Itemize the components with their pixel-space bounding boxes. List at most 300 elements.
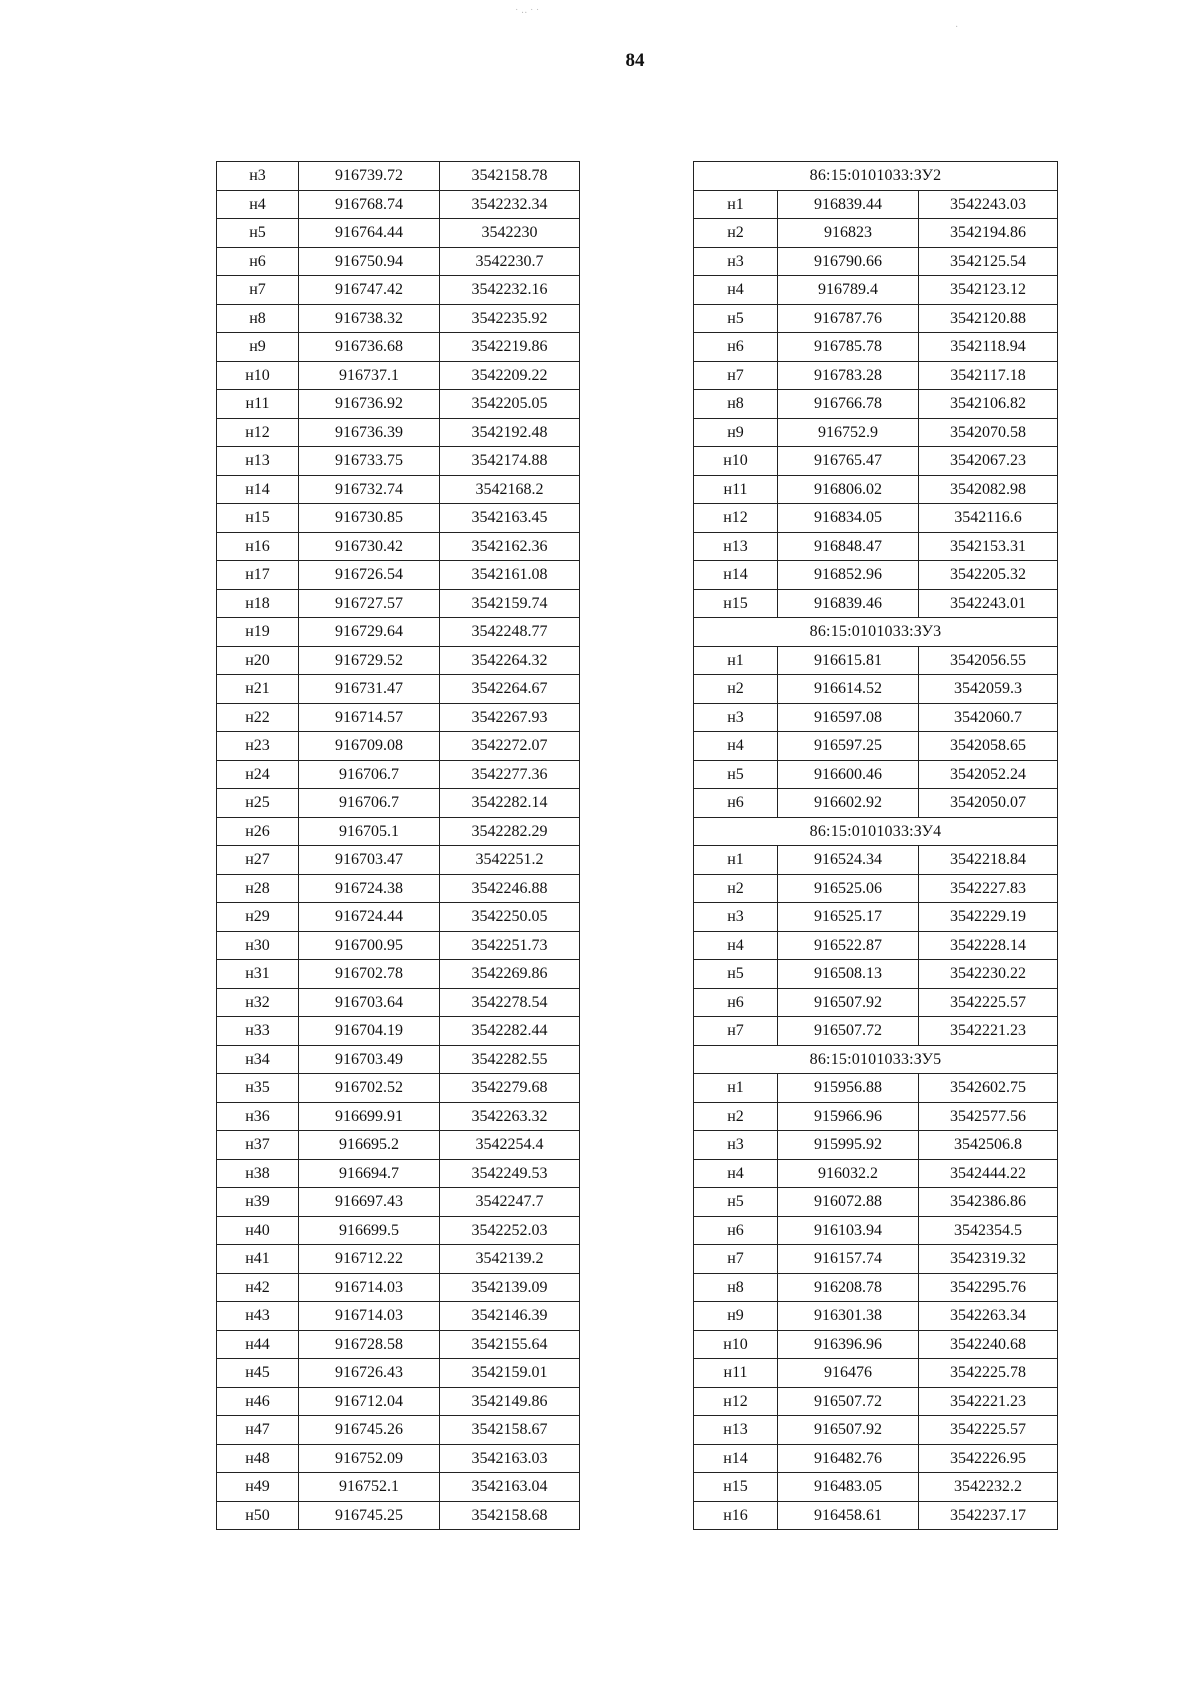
point-id-cell: н15 — [217, 504, 299, 533]
y-coordinate-cell: 3542243.03 — [919, 190, 1058, 219]
table-row — [694, 1359, 1058, 1388]
x-coordinate-cell: 916785.78 — [778, 333, 919, 362]
table-row — [217, 760, 580, 789]
x-coordinate-cell: 916706.7 — [299, 760, 440, 789]
table-row — [217, 1131, 580, 1160]
x-coordinate-cell: 916703.64 — [299, 988, 440, 1017]
x-coordinate-cell: 916738.32 — [299, 304, 440, 333]
x-coordinate-cell: 916839.46 — [778, 589, 919, 618]
x-coordinate-cell: 916615.81 — [778, 646, 919, 675]
x-coordinate-cell: 916737.1 — [299, 361, 440, 390]
y-coordinate-cell: 3542246.88 — [440, 874, 580, 903]
point-id-cell: н2 — [694, 219, 778, 248]
point-id-cell: н40 — [217, 1216, 299, 1245]
x-coordinate-cell: 916739.72 — [299, 162, 440, 191]
x-coordinate-cell: 916727.57 — [299, 589, 440, 618]
x-coordinate-cell: 915995.92 — [778, 1131, 919, 1160]
y-coordinate-cell: 3542106.82 — [919, 390, 1058, 419]
table-row — [217, 1159, 580, 1188]
table-row — [217, 903, 580, 932]
table-row — [694, 532, 1058, 561]
y-coordinate-cell: 3542249.53 — [440, 1159, 580, 1188]
y-coordinate-cell: 3542272.07 — [440, 732, 580, 761]
y-coordinate-cell: 3542269.86 — [440, 960, 580, 989]
y-coordinate-cell: 3542158.68 — [440, 1501, 580, 1530]
point-id-cell: н5 — [694, 960, 778, 989]
y-coordinate-cell: 3542252.03 — [440, 1216, 580, 1245]
y-coordinate-cell: 3542235.92 — [440, 304, 580, 333]
point-id-cell: н4 — [694, 931, 778, 960]
point-id-cell: н14 — [694, 561, 778, 590]
point-id-cell: н47 — [217, 1416, 299, 1445]
y-coordinate-cell: 3542082.98 — [919, 475, 1058, 504]
point-id-cell: н45 — [217, 1359, 299, 1388]
x-coordinate-cell: 916712.22 — [299, 1245, 440, 1274]
point-id-cell: н1 — [694, 646, 778, 675]
scan-artifact: ˙ ·· ˙ ˙ — [515, 8, 540, 19]
scan-artifact: · — [955, 22, 959, 33]
y-coordinate-cell: 3542221.23 — [919, 1017, 1058, 1046]
group-header-row — [694, 1045, 1058, 1074]
y-coordinate-cell: 3542602.75 — [919, 1074, 1058, 1103]
point-id-cell: н5 — [694, 760, 778, 789]
point-id-cell: н48 — [217, 1444, 299, 1473]
table-row — [694, 304, 1058, 333]
x-coordinate-cell: 916032.2 — [778, 1159, 919, 1188]
x-coordinate-cell: 916732.74 — [299, 475, 440, 504]
y-coordinate-cell: 3542254.4 — [440, 1131, 580, 1160]
x-coordinate-cell: 916508.13 — [778, 960, 919, 989]
point-id-cell: н3 — [694, 903, 778, 932]
x-coordinate-cell: 916525.17 — [778, 903, 919, 932]
y-coordinate-cell: 3542228.14 — [919, 931, 1058, 960]
x-coordinate-cell: 916600.46 — [778, 760, 919, 789]
y-coordinate-cell: 3542146.39 — [440, 1302, 580, 1331]
cadastral-number-header: 86:15:0101033:ЗУ5 — [694, 1045, 1058, 1074]
point-id-cell: н10 — [217, 361, 299, 390]
table-row — [217, 304, 580, 333]
table-row — [694, 703, 1058, 732]
x-coordinate-cell: 916736.92 — [299, 390, 440, 419]
point-id-cell: н49 — [217, 1473, 299, 1502]
y-coordinate-cell: 3542264.67 — [440, 675, 580, 704]
x-coordinate-cell: 916834.05 — [778, 504, 919, 533]
table-row — [217, 960, 580, 989]
table-row — [694, 1387, 1058, 1416]
y-coordinate-cell: 3542052.24 — [919, 760, 1058, 789]
table-row — [217, 1501, 580, 1530]
point-id-cell: н17 — [217, 561, 299, 590]
x-coordinate-cell: 916072.88 — [778, 1188, 919, 1217]
point-id-cell: н3 — [217, 162, 299, 191]
point-id-cell: н3 — [694, 703, 778, 732]
point-id-cell: н6 — [217, 247, 299, 276]
x-coordinate-cell: 916699.5 — [299, 1216, 440, 1245]
table-row — [217, 276, 580, 305]
point-id-cell: н2 — [694, 1102, 778, 1131]
y-coordinate-cell: 3542267.93 — [440, 703, 580, 732]
x-coordinate-cell: 916396.96 — [778, 1330, 919, 1359]
table-row — [694, 390, 1058, 419]
y-coordinate-cell: 3542163.45 — [440, 504, 580, 533]
x-coordinate-cell: 916714.57 — [299, 703, 440, 732]
right-coordinates-table — [693, 161, 1058, 1530]
x-coordinate-cell: 916507.72 — [778, 1387, 919, 1416]
x-coordinate-cell: 916823 — [778, 219, 919, 248]
x-coordinate-cell: 916806.02 — [778, 475, 919, 504]
point-id-cell: н11 — [217, 390, 299, 419]
y-coordinate-cell: 3542247.7 — [440, 1188, 580, 1217]
x-coordinate-cell: 916729.52 — [299, 646, 440, 675]
table-row — [694, 333, 1058, 362]
point-id-cell: н3 — [694, 1131, 778, 1160]
x-coordinate-cell: 916507.92 — [778, 1416, 919, 1445]
table-row — [217, 390, 580, 419]
x-coordinate-cell: 916764.44 — [299, 219, 440, 248]
point-id-cell: н37 — [217, 1131, 299, 1160]
table-row — [217, 561, 580, 590]
y-coordinate-cell: 3542123.12 — [919, 276, 1058, 305]
table-row — [694, 960, 1058, 989]
table-row — [217, 1359, 580, 1388]
table-row — [694, 589, 1058, 618]
point-id-cell: н13 — [694, 532, 778, 561]
x-coordinate-cell: 916726.54 — [299, 561, 440, 590]
x-coordinate-cell: 916752.9 — [778, 418, 919, 447]
table-row — [694, 1245, 1058, 1274]
x-coordinate-cell: 916783.28 — [778, 361, 919, 390]
x-coordinate-cell: 916728.58 — [299, 1330, 440, 1359]
table-row — [217, 219, 580, 248]
y-coordinate-cell: 3542162.36 — [440, 532, 580, 561]
point-id-cell: н12 — [694, 1387, 778, 1416]
y-coordinate-cell: 3542194.86 — [919, 219, 1058, 248]
y-coordinate-cell: 3542251.73 — [440, 931, 580, 960]
y-coordinate-cell: 3542117.18 — [919, 361, 1058, 390]
table-row — [694, 1159, 1058, 1188]
y-coordinate-cell: 3542264.32 — [440, 646, 580, 675]
point-id-cell: н38 — [217, 1159, 299, 1188]
point-id-cell: н28 — [217, 874, 299, 903]
table-row — [217, 1273, 580, 1302]
point-id-cell: н43 — [217, 1302, 299, 1331]
y-coordinate-cell: 3542139.09 — [440, 1273, 580, 1302]
y-coordinate-cell: 3542278.54 — [440, 988, 580, 1017]
table-row — [217, 162, 580, 191]
x-coordinate-cell: 916704.19 — [299, 1017, 440, 1046]
point-id-cell: н23 — [217, 732, 299, 761]
point-id-cell: н27 — [217, 846, 299, 875]
x-coordinate-cell: 916726.43 — [299, 1359, 440, 1388]
x-coordinate-cell: 916705.1 — [299, 817, 440, 846]
table-row — [694, 361, 1058, 390]
point-id-cell: н42 — [217, 1273, 299, 1302]
page-number: 84 — [625, 50, 645, 71]
point-id-cell: н20 — [217, 646, 299, 675]
point-id-cell: н8 — [694, 390, 778, 419]
y-coordinate-cell: 3542251.2 — [440, 846, 580, 875]
y-coordinate-cell: 3542070.58 — [919, 418, 1058, 447]
x-coordinate-cell: 916750.94 — [299, 247, 440, 276]
point-id-cell: н6 — [694, 1216, 778, 1245]
y-coordinate-cell: 3542232.34 — [440, 190, 580, 219]
y-coordinate-cell: 3542240.68 — [919, 1330, 1058, 1359]
y-coordinate-cell: 3542116.6 — [919, 504, 1058, 533]
x-coordinate-cell: 916766.78 — [778, 390, 919, 419]
point-id-cell: н4 — [694, 1159, 778, 1188]
x-coordinate-cell: 916712.04 — [299, 1387, 440, 1416]
x-coordinate-cell: 916703.49 — [299, 1045, 440, 1074]
x-coordinate-cell: 916697.43 — [299, 1188, 440, 1217]
table-row — [694, 903, 1058, 932]
table-row — [694, 988, 1058, 1017]
point-id-cell: н26 — [217, 817, 299, 846]
table-row — [694, 475, 1058, 504]
y-coordinate-cell: 3542159.74 — [440, 589, 580, 618]
x-coordinate-cell: 916790.66 — [778, 247, 919, 276]
point-id-cell: н16 — [217, 532, 299, 561]
group-header-row — [694, 618, 1058, 647]
point-id-cell: н41 — [217, 1245, 299, 1274]
table-row — [694, 646, 1058, 675]
y-coordinate-cell: 3542149.86 — [440, 1387, 580, 1416]
table-row — [217, 1017, 580, 1046]
table-row — [217, 333, 580, 362]
x-coordinate-cell: 916522.87 — [778, 931, 919, 960]
table-row — [217, 1444, 580, 1473]
x-coordinate-cell: 916839.44 — [778, 190, 919, 219]
point-id-cell: н19 — [217, 618, 299, 647]
x-coordinate-cell: 916724.44 — [299, 903, 440, 932]
point-id-cell: н8 — [694, 1273, 778, 1302]
y-coordinate-cell: 3542163.03 — [440, 1444, 580, 1473]
point-id-cell: н18 — [217, 589, 299, 618]
table-row — [217, 447, 580, 476]
point-id-cell: н2 — [694, 874, 778, 903]
y-coordinate-cell: 3542205.32 — [919, 561, 1058, 590]
y-coordinate-cell: 3542163.04 — [440, 1473, 580, 1502]
point-id-cell: н1 — [694, 190, 778, 219]
y-coordinate-cell: 3542067.23 — [919, 447, 1058, 476]
y-coordinate-cell: 3542225.57 — [919, 1416, 1058, 1445]
table-row — [694, 1416, 1058, 1445]
point-id-cell: н14 — [217, 475, 299, 504]
x-coordinate-cell: 916482.76 — [778, 1444, 919, 1473]
point-id-cell: н29 — [217, 903, 299, 932]
table-row — [217, 1245, 580, 1274]
y-coordinate-cell: 3542282.14 — [440, 789, 580, 818]
y-coordinate-cell: 3542237.17 — [919, 1501, 1058, 1530]
point-id-cell: н33 — [217, 1017, 299, 1046]
x-coordinate-cell: 916694.7 — [299, 1159, 440, 1188]
y-coordinate-cell: 3542153.31 — [919, 532, 1058, 561]
y-coordinate-cell: 3542263.32 — [440, 1102, 580, 1131]
y-coordinate-cell: 3542577.56 — [919, 1102, 1058, 1131]
x-coordinate-cell: 916703.47 — [299, 846, 440, 875]
x-coordinate-cell: 916706.7 — [299, 789, 440, 818]
y-coordinate-cell: 3542243.01 — [919, 589, 1058, 618]
point-id-cell: н22 — [217, 703, 299, 732]
x-coordinate-cell: 916733.75 — [299, 447, 440, 476]
point-id-cell: н10 — [694, 1330, 778, 1359]
y-coordinate-cell: 3542386.86 — [919, 1188, 1058, 1217]
point-id-cell: н10 — [694, 447, 778, 476]
x-coordinate-cell: 916702.78 — [299, 960, 440, 989]
x-coordinate-cell: 916736.39 — [299, 418, 440, 447]
table-row — [694, 931, 1058, 960]
x-coordinate-cell: 916525.06 — [778, 874, 919, 903]
point-id-cell: н5 — [694, 1188, 778, 1217]
table-row — [694, 276, 1058, 305]
x-coordinate-cell: 916745.25 — [299, 1501, 440, 1530]
y-coordinate-cell: 3542125.54 — [919, 247, 1058, 276]
point-id-cell: н5 — [217, 219, 299, 248]
y-coordinate-cell: 3542295.76 — [919, 1273, 1058, 1302]
x-coordinate-cell: 916787.76 — [778, 304, 919, 333]
point-id-cell: н12 — [694, 504, 778, 533]
y-coordinate-cell: 3542230.7 — [440, 247, 580, 276]
y-coordinate-cell: 3542219.86 — [440, 333, 580, 362]
table-row — [217, 1330, 580, 1359]
point-id-cell: н6 — [694, 988, 778, 1017]
y-coordinate-cell: 3542192.48 — [440, 418, 580, 447]
table-row — [694, 1017, 1058, 1046]
table-row — [694, 190, 1058, 219]
point-id-cell: н1 — [694, 846, 778, 875]
x-coordinate-cell: 916852.96 — [778, 561, 919, 590]
point-id-cell: н13 — [694, 1416, 778, 1445]
point-id-cell: н9 — [694, 418, 778, 447]
x-coordinate-cell: 916768.74 — [299, 190, 440, 219]
table-row — [694, 846, 1058, 875]
group-header-row — [694, 162, 1058, 191]
x-coordinate-cell: 916103.94 — [778, 1216, 919, 1245]
x-coordinate-cell: 916507.92 — [778, 988, 919, 1017]
x-coordinate-cell: 916765.47 — [778, 447, 919, 476]
table-row — [217, 247, 580, 276]
table-row — [694, 789, 1058, 818]
y-coordinate-cell: 3542282.44 — [440, 1017, 580, 1046]
table-row — [217, 1416, 580, 1445]
table-row — [217, 1302, 580, 1331]
x-coordinate-cell: 916747.42 — [299, 276, 440, 305]
point-id-cell: н4 — [694, 276, 778, 305]
table-row — [217, 475, 580, 504]
x-coordinate-cell: 916597.08 — [778, 703, 919, 732]
point-id-cell: н11 — [694, 1359, 778, 1388]
cadastral-number-header: 86:15:0101033:ЗУ4 — [694, 817, 1058, 846]
table-row — [694, 732, 1058, 761]
table-row — [217, 589, 580, 618]
table-row — [217, 1188, 580, 1217]
point-id-cell: н46 — [217, 1387, 299, 1416]
x-coordinate-cell: 916507.72 — [778, 1017, 919, 1046]
y-coordinate-cell: 3542139.2 — [440, 1245, 580, 1274]
table-row — [694, 1302, 1058, 1331]
x-coordinate-cell: 916731.47 — [299, 675, 440, 704]
y-coordinate-cell: 3542225.57 — [919, 988, 1058, 1017]
point-id-cell: н3 — [694, 247, 778, 276]
point-id-cell: н50 — [217, 1501, 299, 1530]
y-coordinate-cell: 3542155.64 — [440, 1330, 580, 1359]
point-id-cell: н34 — [217, 1045, 299, 1074]
point-id-cell: н6 — [694, 789, 778, 818]
y-coordinate-cell: 3542230.22 — [919, 960, 1058, 989]
point-id-cell: н13 — [217, 447, 299, 476]
y-coordinate-cell: 3542232.16 — [440, 276, 580, 305]
y-coordinate-cell: 3542282.55 — [440, 1045, 580, 1074]
y-coordinate-cell: 3542444.22 — [919, 1159, 1058, 1188]
point-id-cell: н30 — [217, 931, 299, 960]
table-row — [694, 561, 1058, 590]
x-coordinate-cell: 916729.64 — [299, 618, 440, 647]
table-row — [217, 1216, 580, 1245]
table-row — [217, 732, 580, 761]
table-row — [694, 874, 1058, 903]
y-coordinate-cell: 3542282.29 — [440, 817, 580, 846]
x-coordinate-cell: 916752.09 — [299, 1444, 440, 1473]
left-coordinates-table — [216, 161, 580, 1530]
table-row — [217, 646, 580, 675]
table-row — [217, 817, 580, 846]
x-coordinate-cell: 916724.38 — [299, 874, 440, 903]
point-id-cell: н4 — [217, 190, 299, 219]
point-id-cell: н12 — [217, 418, 299, 447]
y-coordinate-cell: 3542229.19 — [919, 903, 1058, 932]
y-coordinate-cell: 3542059.3 — [919, 675, 1058, 704]
table-row — [217, 703, 580, 732]
y-coordinate-cell: 3542277.36 — [440, 760, 580, 789]
table-row — [217, 418, 580, 447]
table-row — [694, 504, 1058, 533]
x-coordinate-cell: 916700.95 — [299, 931, 440, 960]
x-coordinate-cell: 916695.2 — [299, 1131, 440, 1160]
table-row — [217, 1102, 580, 1131]
x-coordinate-cell: 916458.61 — [778, 1501, 919, 1530]
x-coordinate-cell: 916476 — [778, 1359, 919, 1388]
table-row — [217, 1387, 580, 1416]
point-id-cell: н5 — [694, 304, 778, 333]
table-row — [217, 618, 580, 647]
y-coordinate-cell: 3542226.95 — [919, 1444, 1058, 1473]
table-row — [217, 988, 580, 1017]
table-row — [694, 1216, 1058, 1245]
table-row — [694, 219, 1058, 248]
point-id-cell: н9 — [217, 333, 299, 362]
table-row — [694, 1330, 1058, 1359]
y-coordinate-cell: 3542230 — [440, 219, 580, 248]
point-id-cell: н21 — [217, 675, 299, 704]
y-coordinate-cell: 3542205.05 — [440, 390, 580, 419]
point-id-cell: н36 — [217, 1102, 299, 1131]
y-coordinate-cell: 3542118.94 — [919, 333, 1058, 362]
point-id-cell: н2 — [694, 675, 778, 704]
x-coordinate-cell: 916702.52 — [299, 1074, 440, 1103]
table-row — [694, 760, 1058, 789]
point-id-cell: н24 — [217, 760, 299, 789]
x-coordinate-cell: 916301.38 — [778, 1302, 919, 1331]
y-coordinate-cell: 3542158.78 — [440, 162, 580, 191]
y-coordinate-cell: 3542227.83 — [919, 874, 1058, 903]
y-coordinate-cell: 3542050.07 — [919, 789, 1058, 818]
y-coordinate-cell: 3542168.2 — [440, 475, 580, 504]
table-row — [694, 247, 1058, 276]
x-coordinate-cell: 916714.03 — [299, 1273, 440, 1302]
point-id-cell: н44 — [217, 1330, 299, 1359]
y-coordinate-cell: 3542221.23 — [919, 1387, 1058, 1416]
point-id-cell: н32 — [217, 988, 299, 1017]
x-coordinate-cell: 916614.52 — [778, 675, 919, 704]
